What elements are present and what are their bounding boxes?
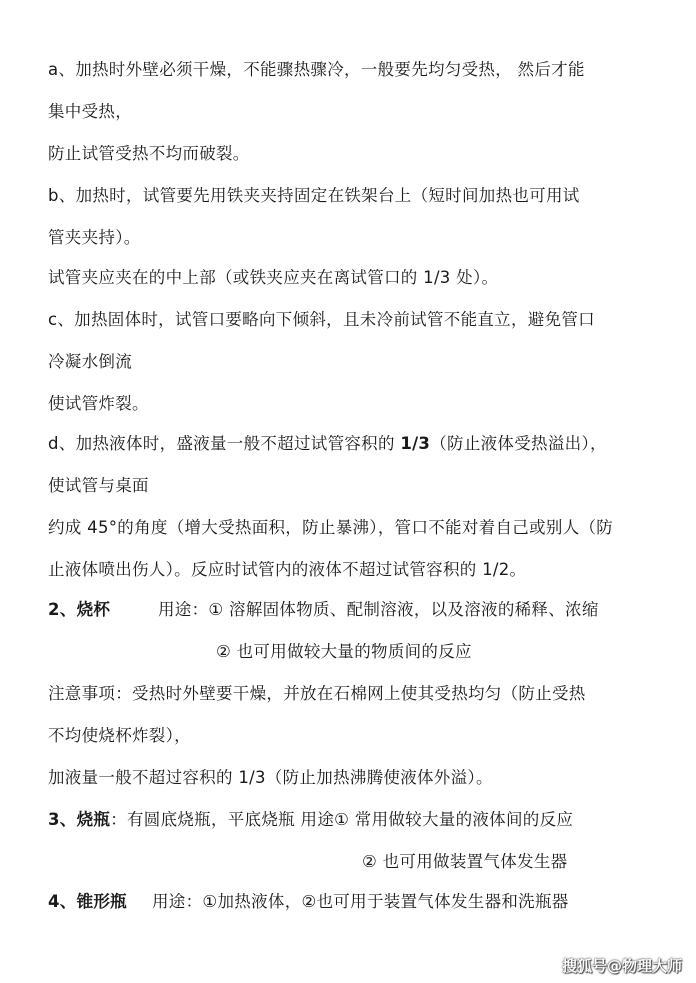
watermark: 搜狐号@物理大师 (561, 957, 682, 975)
section-heading: 4、锥形瓶 (48, 892, 127, 911)
text-line: 使试管与桌面 (48, 476, 149, 495)
text-line: 约成 45°的角度（增大受热面积，防止暴沸），管口不能对着自己或别人（防 (48, 518, 614, 537)
text-line: b、加热时，试管要先用铁夹夹持固定在铁架台上（短时间加热也可用试 (48, 186, 580, 205)
text-line (48, 808, 573, 832)
text-line (48, 890, 569, 914)
section-heading: 3、烧瓶 (48, 810, 111, 829)
text-line: ② 也可用做装置气体发生器 (362, 852, 568, 871)
text-line: 止液体喷出伤人）。反应时试管内的液体不超过试管容积的 1/2。 (48, 560, 527, 579)
text-segment: 用途：①加热液体，②也可用于装置气体发生器和洗瓶器 (152, 892, 569, 911)
bold-fraction: 1/3 (400, 434, 431, 453)
text-segment: d、加热液体时，盛液量一般不超过试管容积的 (48, 434, 401, 453)
text-line: c、加热固体时，试管口要略向下倾斜，且未冷前试管不能直立，避免管口 (48, 310, 595, 329)
text-line: a、加热时外壁必须干燥，不能骤热骤冷，一般要先均匀受热， 然后才能 (48, 60, 585, 79)
text-line: 注意事项：受热时外壁要干燥，并放在石棉网上使其受热均匀（防止受热 (48, 684, 586, 703)
text-line: 不均使烧杯炸裂）， (48, 726, 191, 745)
section-heading: 2、烧杯 (48, 600, 111, 619)
text-line: ② 也可用做较大量的物质间的反应 (216, 642, 472, 661)
text-segment: 用途：① 溶解固体物质、配制溶液，以及溶液的稀释、浓缩 (158, 600, 599, 619)
text-line: 集中受热， (48, 102, 132, 121)
text-line (48, 432, 607, 456)
text-line: 加液量一般不超过容积的 1/3（防止加热沸腾使液体外溢）。 (48, 768, 493, 787)
text-line: 管夹夹持）。 (48, 228, 141, 247)
text-segment: （防止液体受热溢出）， (430, 434, 607, 453)
text-line: 试管夹应夹在的中上部（或铁夹应夹在离试管口的 1/3 处）。 (48, 268, 499, 287)
text-line: 冷凝水倒流 (48, 352, 132, 371)
text-line: 使试管炸裂。 (48, 394, 149, 413)
text-line (48, 598, 599, 622)
text-line: 防止试管受热不均而破裂。 (48, 144, 250, 163)
text-segment: ：有圆底烧瓶，平底烧瓶 用途① 常用做较大量的液体间的反应 (110, 810, 574, 829)
